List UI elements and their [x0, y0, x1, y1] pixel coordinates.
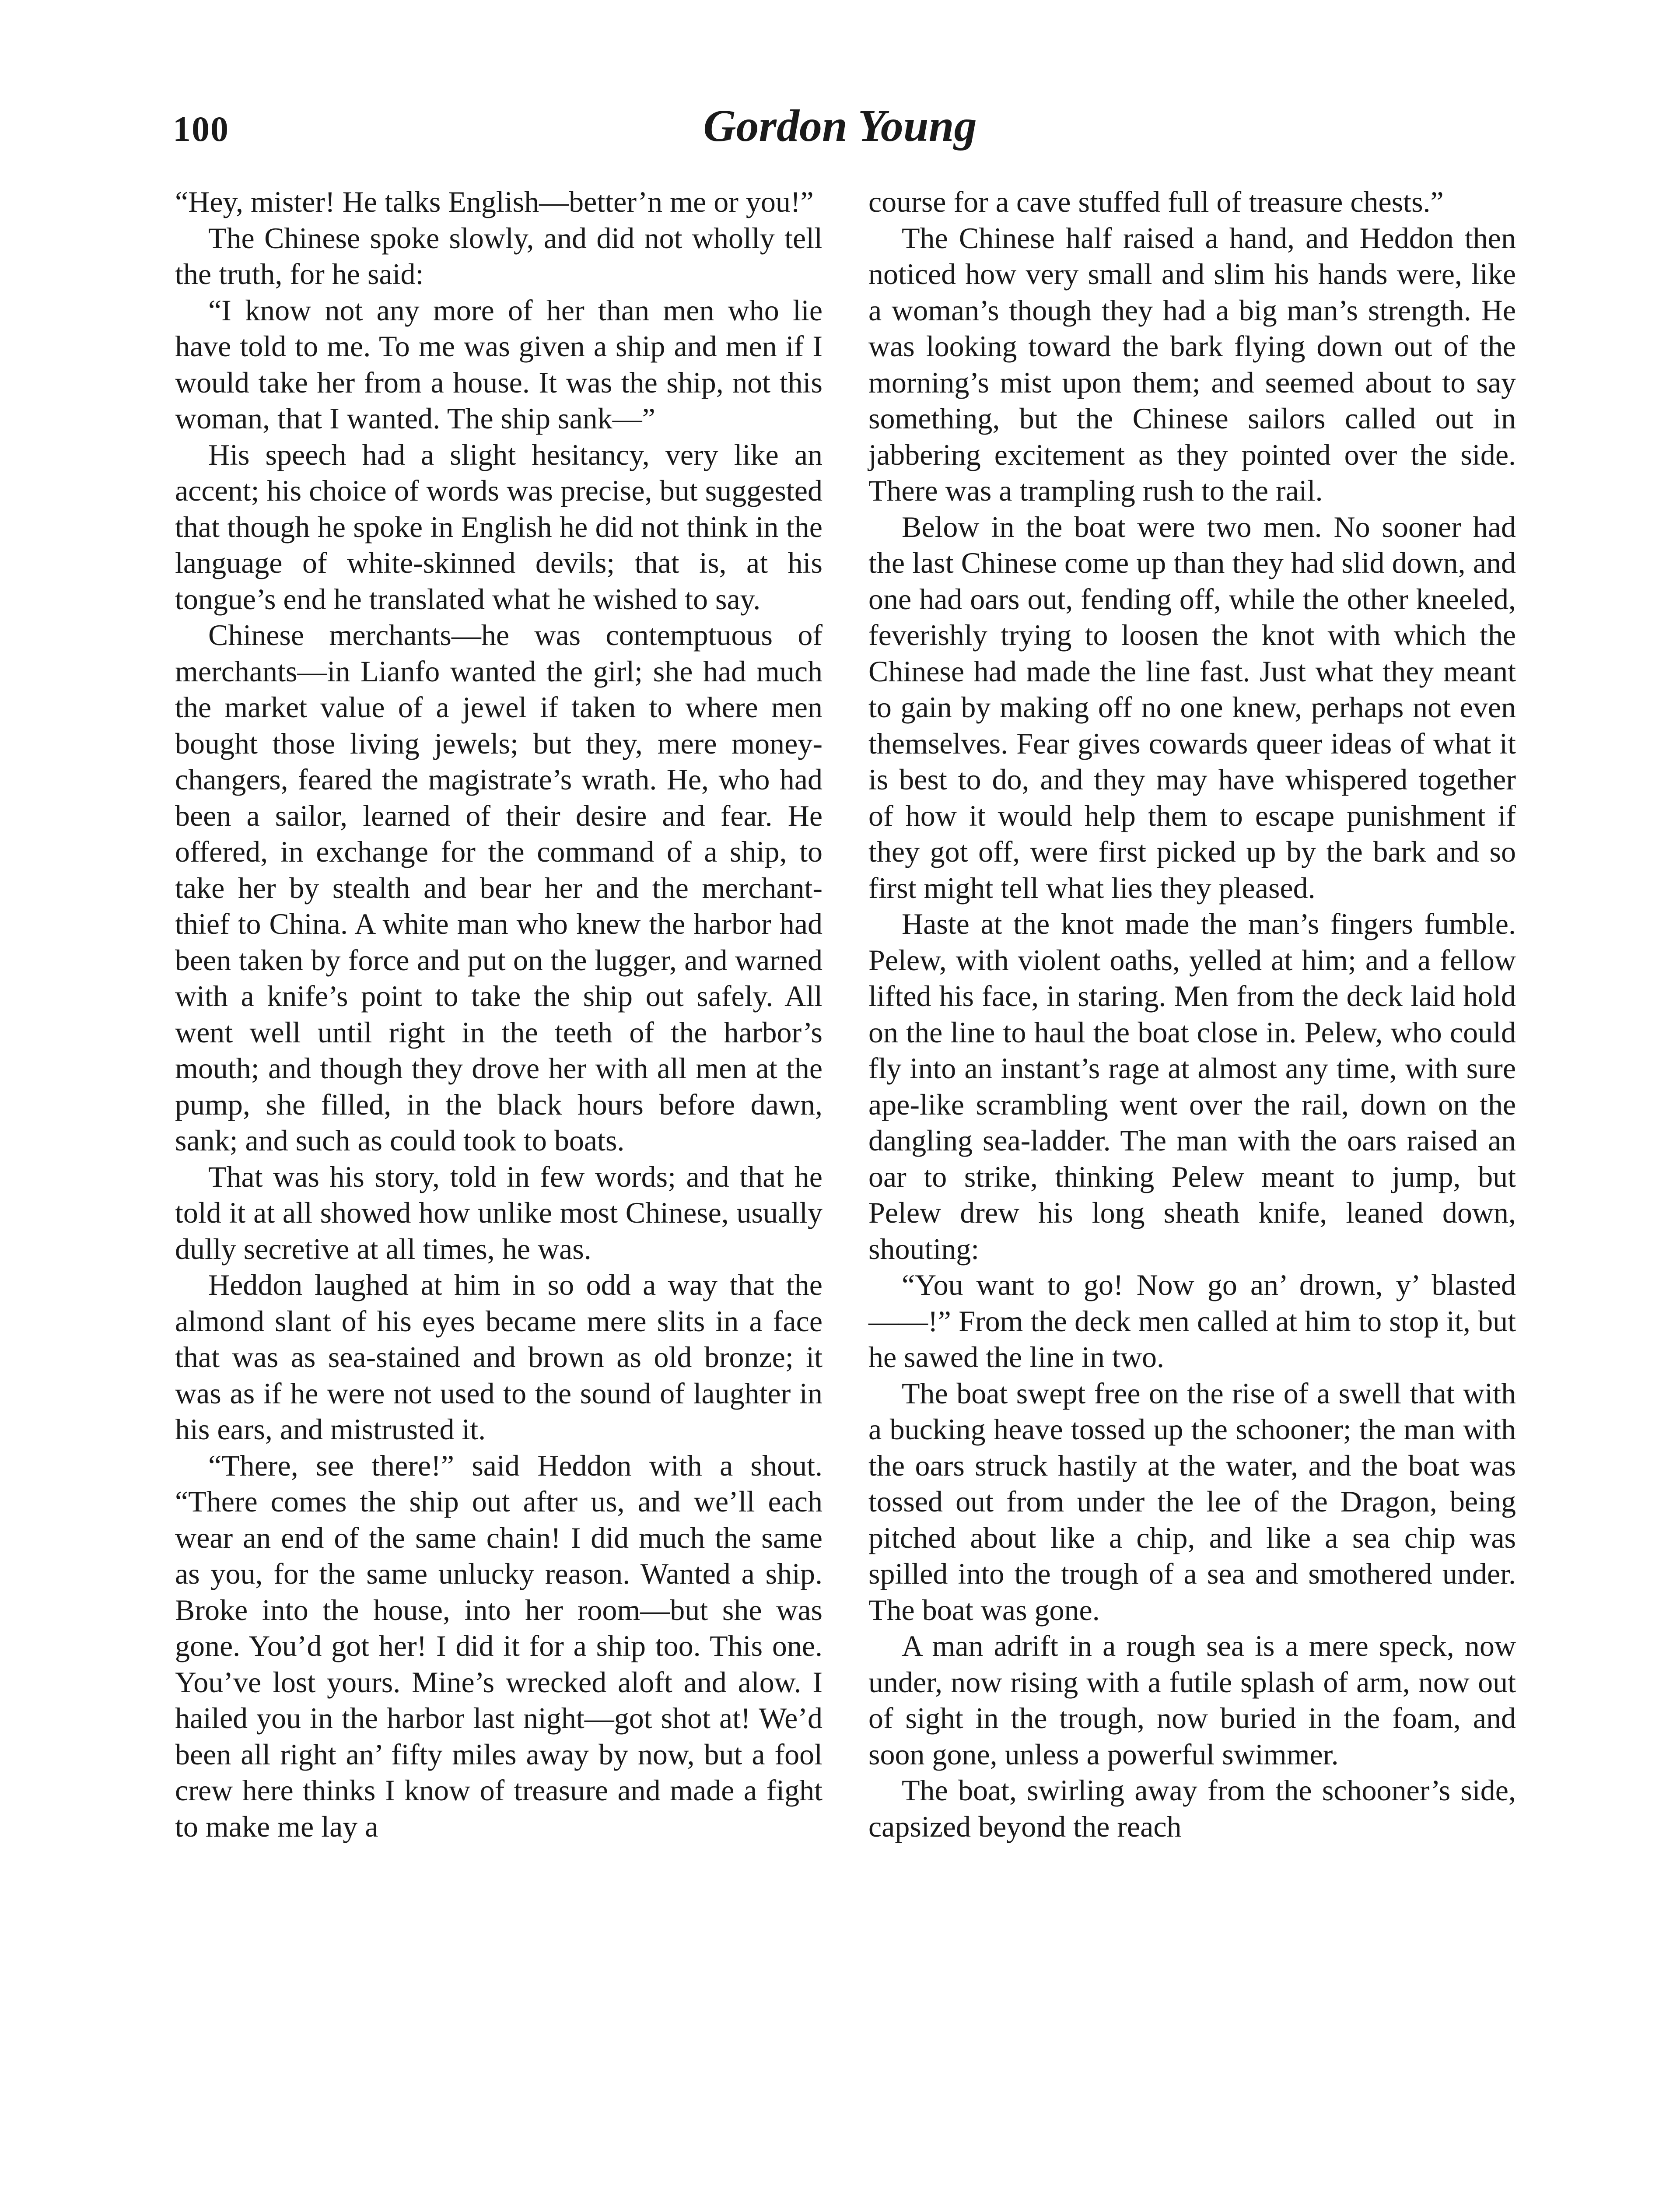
paragraph: “You want to go! Now go an’ drown, y’ blasted——!” From the deck men called at him to stop it, but he sawed the line in two.	[868, 1268, 1516, 1374]
running-head: Gordon Young	[703, 101, 977, 151]
paragraph: The Chinese spoke slowly, and did not wholly tell the truth, for he said:	[175, 221, 822, 291]
page-number: 100	[173, 109, 229, 149]
paragraph: “I know not any more of her than men who lie have told to me. To me was given a ship and men if I would take her from a house. It was the ship, not this woman, that I wanted. The ship sank—”	[175, 293, 822, 435]
paragraph: The boat, swirling away from the schooner’s side, capsized beyond the reach	[868, 1774, 1516, 1843]
paragraph: That was his story, told in few words; and that he told it at all showed how unlike most Chinese, usually dully secretive at all times, he was.	[175, 1160, 822, 1266]
paragraph: Below in the boat were two men. No sooner had the last Chinese come up than they had slid down, and one had oars out, fending off, while the other kneeled, feverishly trying to loosen the knot with which the Chinese had made the line fast. Just what they meant to gain by making off no one knew, perhaps not even themselves. Fear gives cowards queer ideas of what it is best to do, and they may have whispered together of how it would help them to escape punishment if they got off, were first picked up by the bark and so first might tell what lies they pleased.	[868, 510, 1516, 905]
paragraph: “Hey, mister! He talks English—better’n me or you!”	[175, 185, 814, 218]
paragraph: Haste at the knot made the man’s fingers fumble. Pelew, with violent oaths, yelled at him; and a fellow lifted his face, in staring. Men from the deck laid hold on the line to haul the boat close in. Pelew, who could fly into an instant’s rage at almost any time, with sure ape-like scrambling went over the rail, down on the dangling sea-ladder. The man with the oars raised an oar to strike, thinking Pelew meant to jump, but Pelew drew his long sheath knife, leaned down, shouting:	[868, 907, 1516, 1266]
paragraph: His speech had a slight hesitancy, very like an accent; his choice of words was precise, but suggested that though he spoke in English he did not think in the language of white-skinned devils; that is, at his tongue’s end he translated what he wished to say.	[175, 438, 822, 616]
paragraph: course for a cave stuffed full of treasure chests.”	[868, 185, 1444, 218]
paragraph: A man adrift in a rough sea is a mere speck, now under, now rising with a futile splash of arm, now out of sight in the trough, now buried in the foam, and soon gone, unless a powerful swimmer.	[868, 1629, 1516, 1771]
paragraph: “There, see there!” said Heddon with a shout. “There comes the ship out after us, and we’ll each wear an end of the same chain! I did much the same as you, for the same unlucky reason. Wanted a ship. Broke into the house, into her room—but she was gone. You’d got her! I did it for a ship too. This one. You’ve lost yours. Mine’s wrecked aloft and alow. I hailed you in the harbor last night—got shot at! We’d been all right an’ fifty miles away by now, but a fool crew here thinks I know of treasure and made a fight to make me lay a	[175, 1448, 822, 1843]
paragraph: Heddon laughed at him in so odd a way that the almond slant of his eyes became mere slits in a face that was as sea-stained and brown as old bronze; it was as if he were not used to the sound of laughter in his ears, and mistrusted it.	[175, 1268, 822, 1446]
text-column-left	[175, 184, 822, 1844]
paragraph: The Chinese half raised a hand, and Heddon then noticed how very small and slim his hands were, like a woman’s though they had a big man’s strength. He was looking toward the bark flying down out of the morning’s mist upon them; and seemed about to say something, but the Chinese sailors called out in jabbering excitement as they pointed over the side. There was a trampling rush to the rail.	[868, 221, 1516, 507]
paragraph: Chinese merchants—he was contemptuous of merchants—in Lianfo wanted the girl; she had much the market value of a jewel if taken to where men bought those living jewels; but they, mere money-changers, feared the magistrate’s wrath. He, who had been a sailor, learned of their desire and fear. He offered, in exchange for the command of a ship, to take her by stealth and bear her and the merchant-thief to China. A white man who knew the harbor had been taken by force and put on the lugger, and warned with a knife’s point to take the ship out safely. All went well until right in the teeth of the harbor’s mouth; and though they drove her with all men at the pump, she filled, in the black hours before dawn, sank; and such as could took to boats.	[175, 618, 822, 1157]
text-column-right	[868, 184, 1516, 1844]
paragraph: The boat swept free on the rise of a swell that with a bucking heave tossed up the schooner; the man with the oars struck hastily at the water, and the boat was tossed out from under the lee of the Dragon, being pitched about like a chip, and like a sea chip was spilled into the trough of a sea and smothered under. The boat was gone.	[868, 1376, 1516, 1627]
